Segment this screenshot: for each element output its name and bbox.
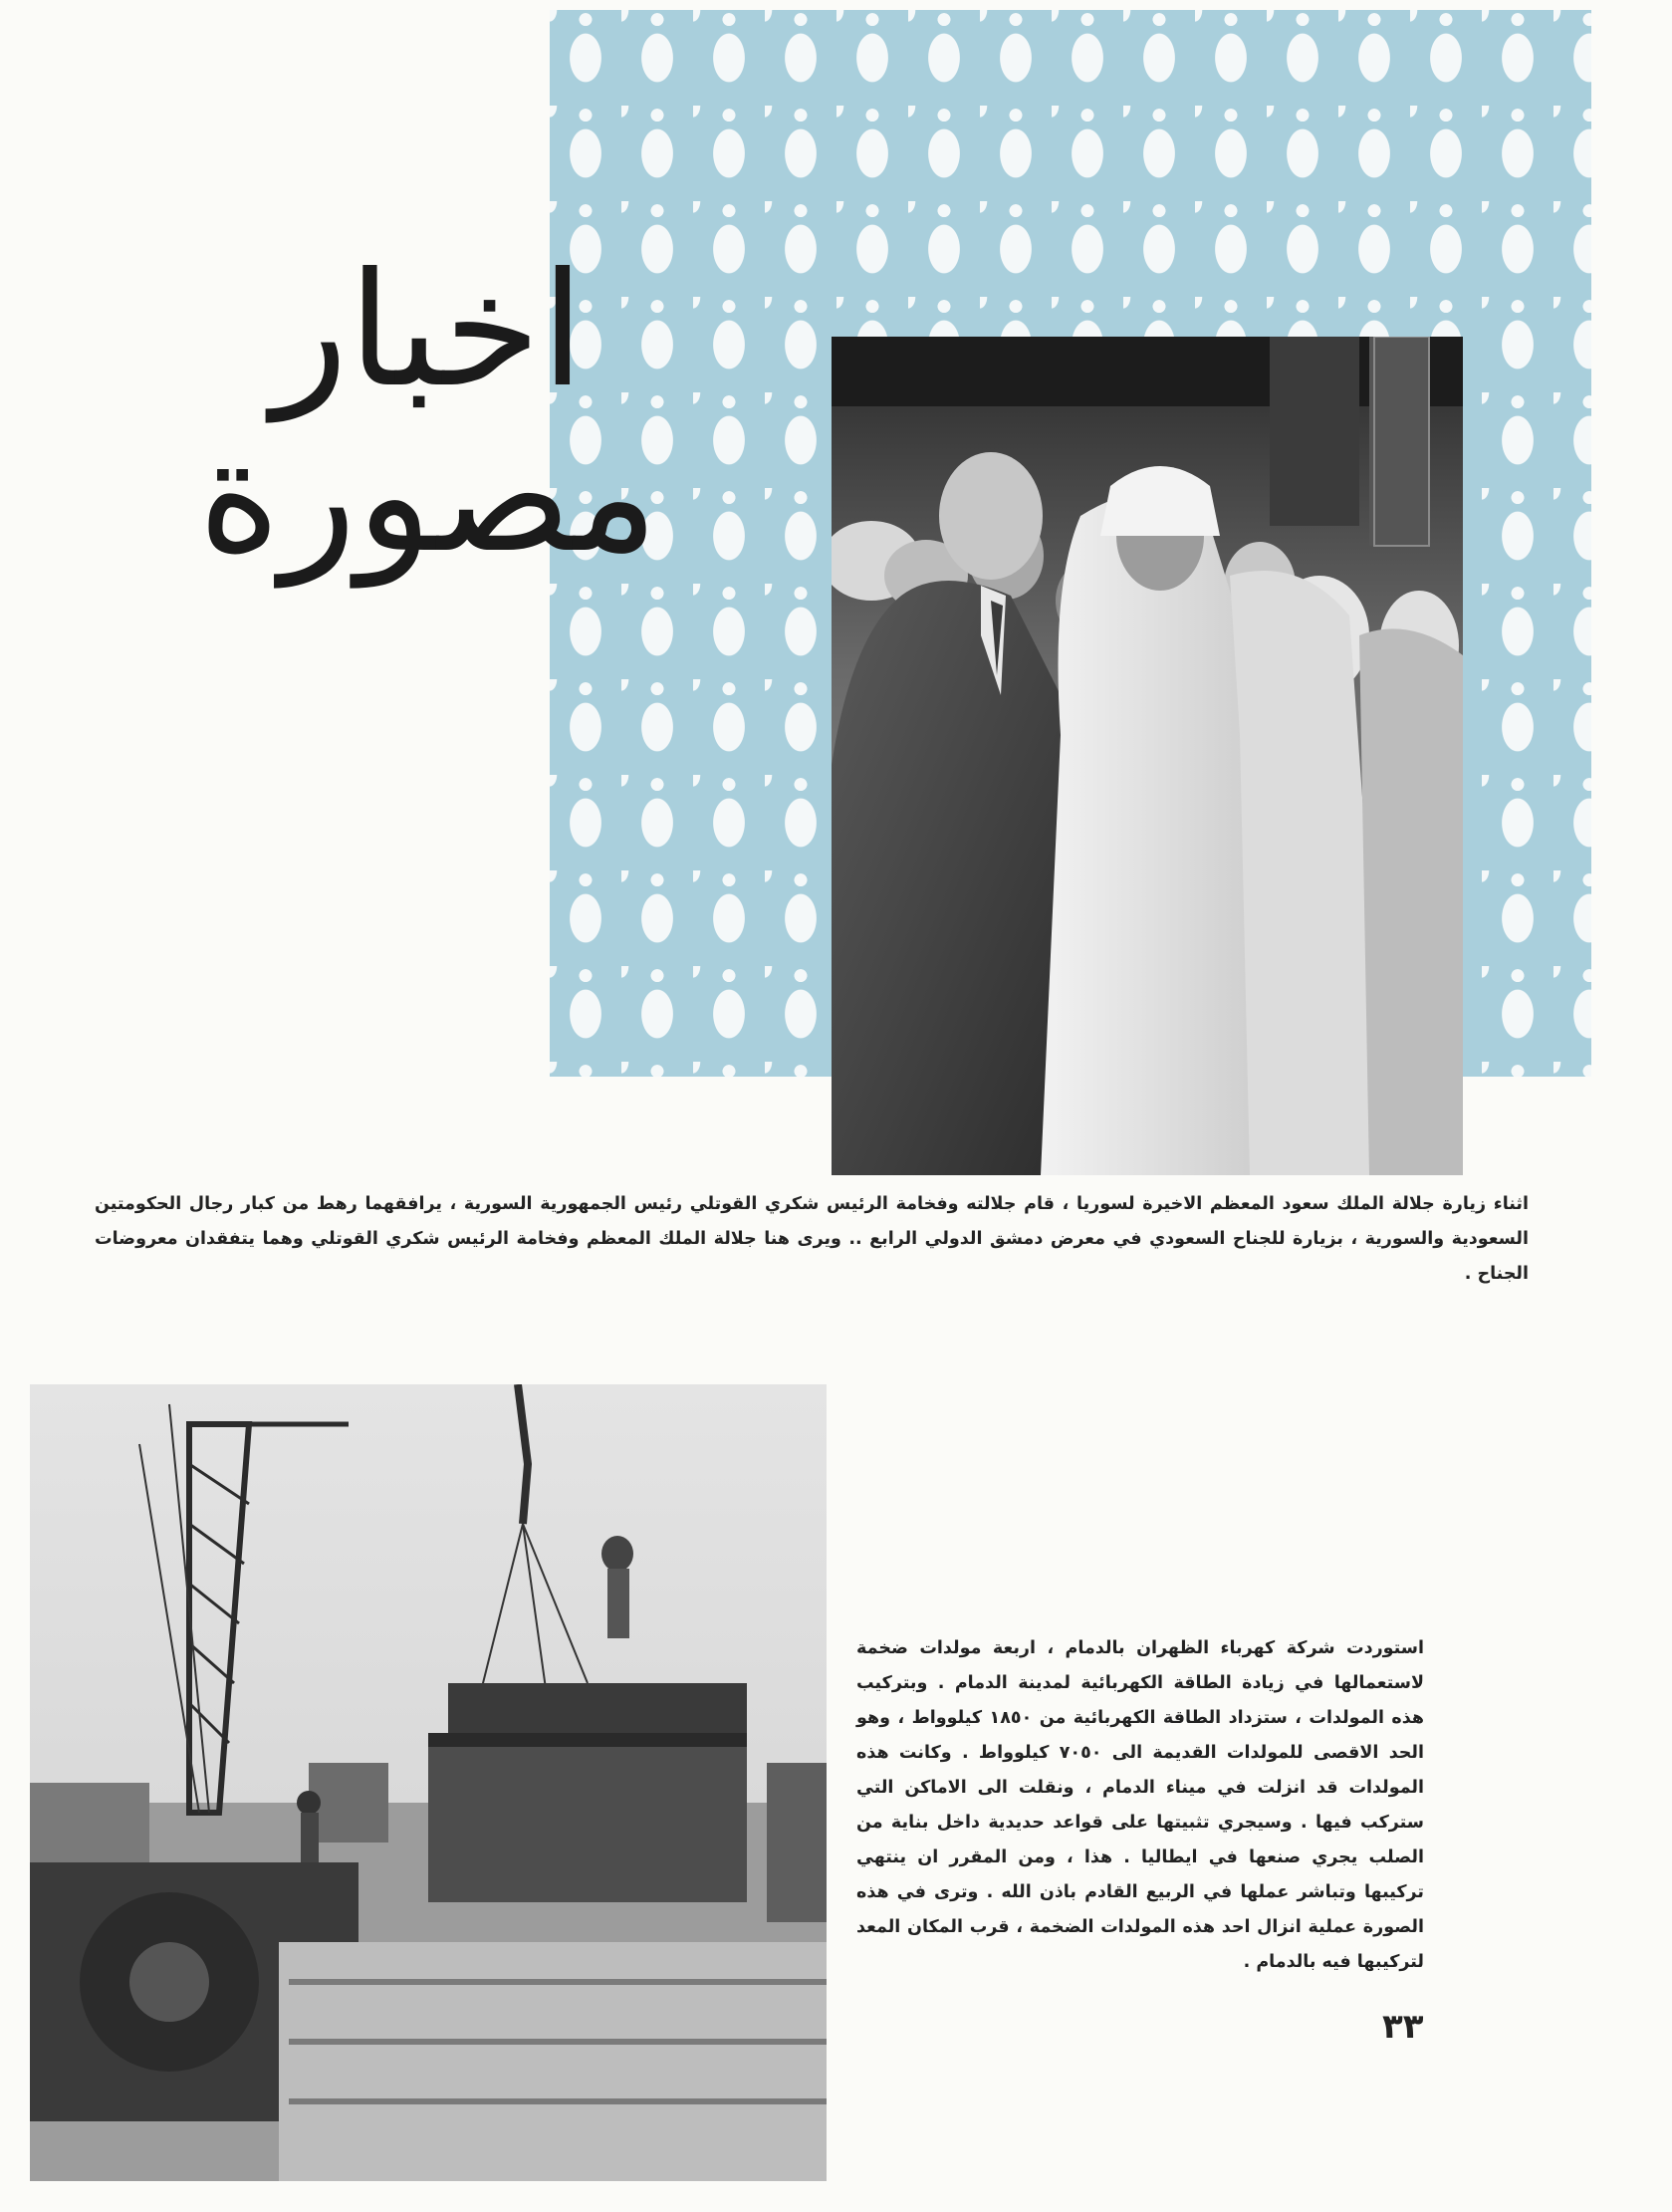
page-headline — [149, 239, 707, 588]
photo-king-visit — [832, 337, 1463, 1175]
page-number: ٣٣ — [1382, 2007, 1424, 2047]
photo-generators-unloading — [30, 1384, 827, 2181]
headline-line-2: مصورة — [197, 403, 659, 588]
caption-generators: استوردت شركة كهرباء الظهران بالدمام ، اربعة مولدات ضخمة لاستعمالها في زيادة الطاقة الكهربائية لمدينة الدمام . وبتركيب هذه المولدات ، ستزداد الطاقة الكهربائية من ١٨٥٠ كيلوواط ، وهو الحد الاقصى للمولدات القديمة الى ٧٠٥٠ كيلوواط . وكانت هذه المولدات قد انزلت في ميناء الدمام ، ونقلت الى الاماكن التي ستركب فيها . وسيجري تثبيتها على قواعد حديدية داخل بناية من الصلب يجري صنعها في ايطاليا . هذا ، ومن المقرر ان ينتهي تركيبها وتباشر عملها في الربيع القادم باذن الله . وترى في هذه الصورة عملية انزال احد هذه المولدات الضخمة ، قرب المكان المعد لتركيبها فيه بالدمام . — [856, 1638, 1424, 1972]
caption-king-visit: اثناء زيارة جلالة الملك سعود المعظم الاخيرة لسوريا ، قام جلالته وفخامة الرئيس شكري القوتلي رئيس الجمهورية السورية ، يرافقهما رهط من كبار رجال الحكومتين السعودية والسورية ، بزيارة للجناح السعودي في معرض دمشق الدولي الرابع .. ويرى هنا جلالة الملك المعظم وفخامة الرئيس شكري القوتلي وهما يتفقدان معروضات الجناح . — [95, 1194, 1529, 1284]
headline-line-1: اخبار — [272, 239, 585, 422]
